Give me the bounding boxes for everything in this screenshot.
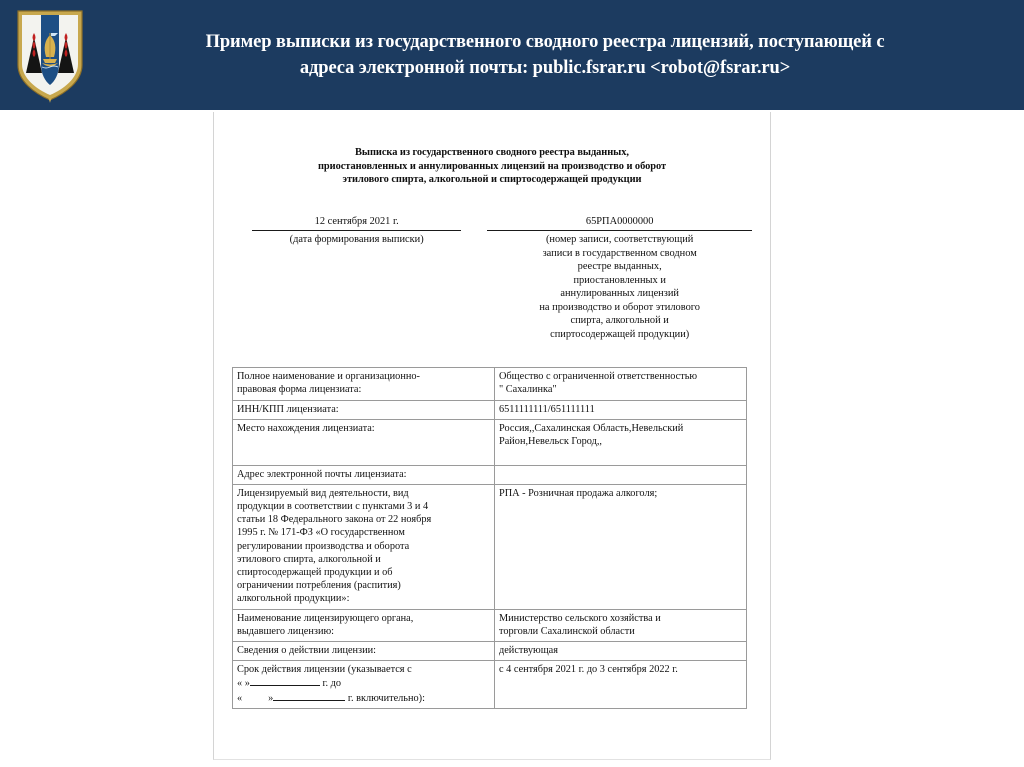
- row-label-email: Адрес электронной почты лицензиата:: [233, 465, 495, 484]
- document-heading-line-3: этилового спирта, алкогольной и спиртосодержащей продукции: [342, 174, 642, 186]
- table-row: [233, 661, 747, 709]
- row-value-email: [495, 465, 747, 484]
- validity-term-line-2: « » г. до: [237, 678, 342, 690]
- formation-date-caption: (дата формирования выписки): [289, 234, 424, 246]
- validity-term-line-3: « » г. включительно):: [237, 692, 425, 704]
- document-heading: [238, 146, 746, 187]
- row-label-issuing-authority: Наименование лицензирующего органа, выдавшего лицензию:: [233, 609, 495, 641]
- table-row: [233, 368, 747, 400]
- row-value-activity-type: РПА - Розничная продажа алкоголя;: [495, 484, 747, 609]
- table-row: [233, 609, 747, 641]
- row-label-license-status: Сведения о действии лицензии:: [233, 641, 495, 660]
- row-value-full-name: Общество с ограниченной ответственностью " Сахалинка": [495, 368, 747, 400]
- document-page: [213, 112, 771, 760]
- license-info-table: [232, 367, 747, 708]
- row-value-issuing-authority: Министерство сельского хозяйства и торговли Сахалинской области: [495, 609, 747, 641]
- row-label-validity-term: Срок действия лицензии (указывается с « » г. до « » г. включительно):: [233, 661, 495, 709]
- blank-field-underline: [273, 691, 345, 701]
- row-value-license-status: действующая: [495, 641, 747, 660]
- registry-number-block: [487, 215, 752, 342]
- formation-date-block: [252, 215, 461, 247]
- row-label-full-name: Полное наименование и организационно- правовая форма лицензиата:: [233, 368, 495, 400]
- table-row: [233, 465, 747, 484]
- registry-number-caption: (номер записи, соответствующий записи в государственном сводном реестре выданных, приостановленных и аннулированных лицензий на производство и оборот этилового спирта, алкогольной и спиртосодержащей продукции): [539, 234, 700, 340]
- document-heading-line-2: приостановленных и аннулированных лицензий на производство и оборот: [317, 160, 667, 172]
- table-row: [233, 641, 747, 660]
- page-title: [96, 29, 1024, 81]
- registry-number-value: 65РПА0000000: [487, 215, 752, 232]
- row-label-inn-kpp: ИНН/КПП лицензиата:: [233, 400, 495, 419]
- table-row: [233, 484, 747, 609]
- document-heading-line-1: Выписка из государственного сводного реестра выданных,: [355, 147, 629, 158]
- document-content: [214, 112, 770, 709]
- page-title-line-1: Пример выписки из государственного сводного реестра лицензий, поступающей с: [205, 32, 885, 52]
- row-label-location: Место нахождения лицензиата:: [233, 419, 495, 465]
- page-title-line-2: адреса электронной почты: public.fsrar.ru <robot@fsrar.ru>: [299, 58, 791, 78]
- row-value-validity-term: с 4 сентября 2021 г. до 3 сентября 2022 г.: [495, 661, 747, 709]
- document-meta-row: [232, 215, 752, 342]
- row-value-location: Россия,,Сахалинская Область,Невельский Район,Невельск Город,,: [495, 419, 747, 465]
- row-value-inn-kpp: 6511111111/651111111: [495, 400, 747, 419]
- page-header-banner: [0, 0, 1024, 110]
- table-row: [233, 419, 747, 465]
- blank-field-underline: [250, 676, 320, 686]
- table-row: [233, 400, 747, 419]
- formation-date-value: 12 сентября 2021 г.: [252, 215, 461, 232]
- sakhalin-coat-of-arms-icon: [14, 7, 86, 103]
- row-label-activity-type: Лицензируемый вид деятельности, вид продукции в соответствии с пунктами 3 и 4 статьи 18 Федерального закона от 22 ноября 1995 г. № 171-ФЗ «О государственном регулировании производства и оборота этилового спирта, алкогольной и спиртосодержащей продукции и об ограничении потребления (распития) алкогольной продукции»:: [233, 484, 495, 609]
